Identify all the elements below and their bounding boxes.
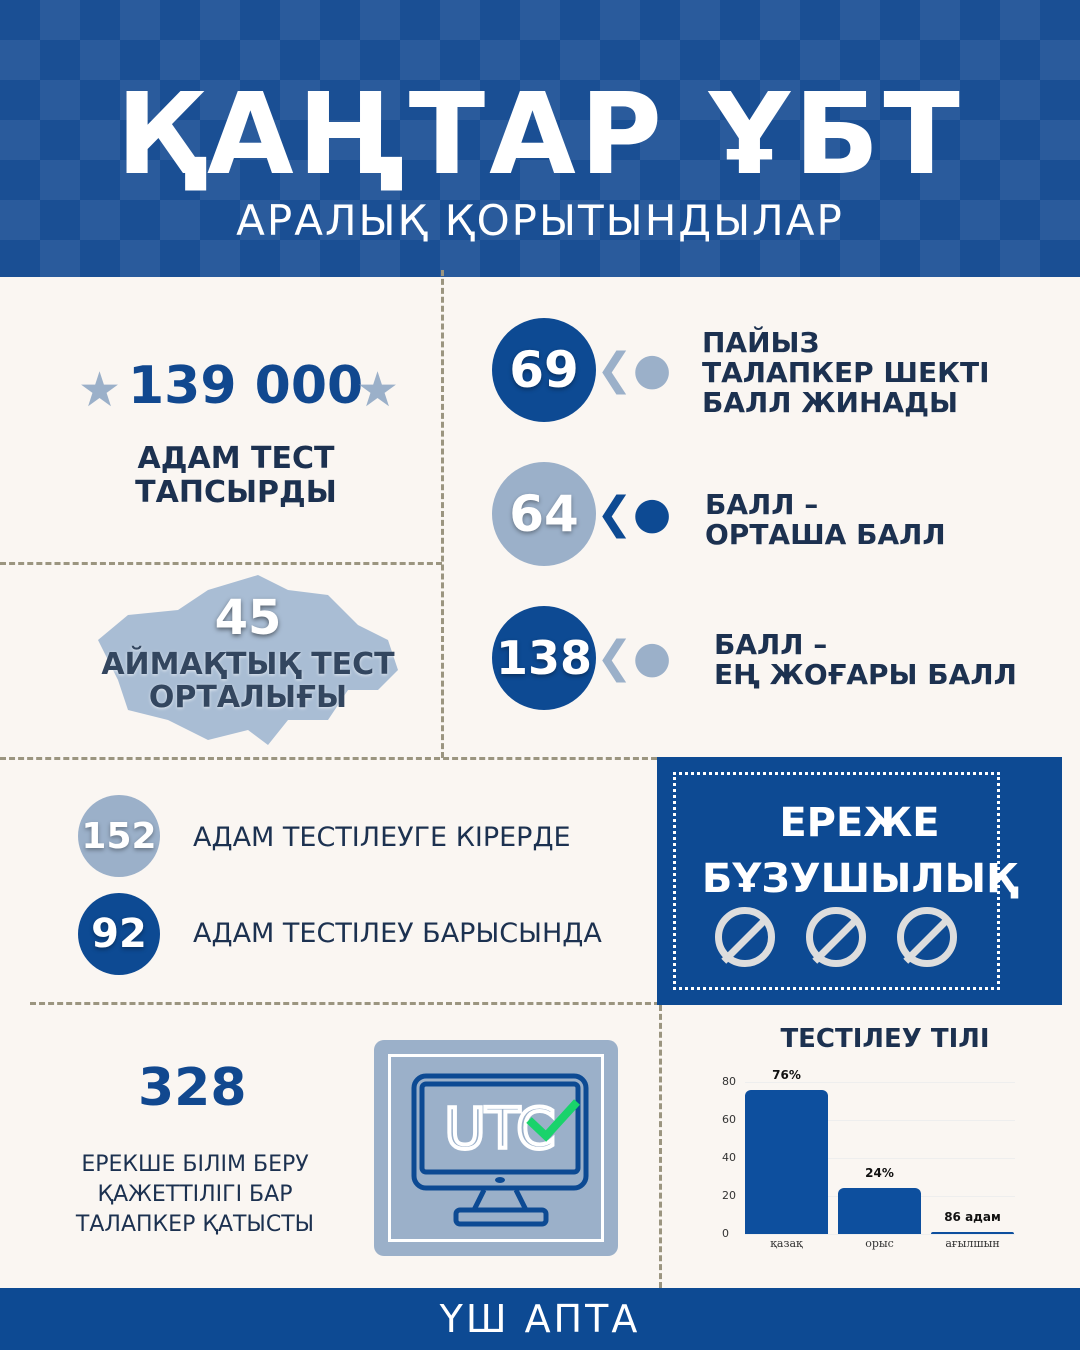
stat-circle: 69 — [492, 318, 596, 422]
x-tick-label: ағылшын — [945, 1237, 1000, 1250]
data-label: 24% — [865, 1166, 894, 1181]
star-icon: ★ — [78, 362, 122, 418]
bar-ағылшын — [931, 1232, 1014, 1234]
divider — [0, 562, 442, 565]
participants-count: 139 000 — [128, 356, 364, 416]
divider — [0, 757, 657, 760]
stat-circle: 64 — [492, 462, 596, 566]
special-needs-label: ЕРЕКШЕ БІЛІМ БЕРУ ҚАЖЕТТІЛІГІ БАР ТАЛАПКЕР ҚАТЫСТЫ — [75, 1152, 315, 1237]
data-label: 86 адам — [944, 1210, 1001, 1224]
divider — [659, 1005, 662, 1288]
gridline — [745, 1082, 1015, 1083]
arrow-icon: ❮● — [596, 344, 672, 395]
special-needs-count: 328 — [138, 1058, 247, 1118]
rules-title: ЕРЕЖЕ БҰЗУШЫЛЫҚ — [701, 800, 1018, 902]
stat-label: БАЛЛ – ЕҢ ЖОҒАРЫ БАЛЛ — [714, 628, 1017, 691]
y-tick-label: 80 — [722, 1075, 736, 1088]
centers-label: АЙМАҚТЫҚ ТЕСТ ОРТАЛЫҒЫ — [101, 647, 395, 715]
stat-label: ПАЙЫЗ ТАЛАПКЕР ШЕКТІ БАЛЛ ЖИНАДЫ — [702, 326, 990, 419]
stat-label: БАЛЛ – ОРТАША БАЛЛ — [705, 488, 946, 551]
bar-қазақ — [745, 1090, 828, 1234]
x-tick-label: орыс — [865, 1237, 894, 1250]
footer-banner: ҮШ АПТА — [0, 1288, 1080, 1350]
violation-label: АДАМ ТЕСТІЛЕУ БАРЫСЫНДА — [193, 918, 602, 949]
y-tick-label: 0 — [722, 1227, 729, 1240]
violation-label: АДАМ ТЕСТІЛЕУГЕ КІРЕРДЕ — [193, 822, 571, 853]
y-tick-label: 40 — [722, 1151, 736, 1164]
arrow-icon: ❮● — [596, 632, 672, 683]
divider — [441, 270, 444, 758]
page-subtitle: АРАЛЫҚ ҚОРЫТЫНДЫЛАР — [236, 196, 844, 245]
utc-logo — [374, 1040, 618, 1256]
chart-title: ТЕСТІЛЕУ ТІЛІ — [780, 1024, 990, 1054]
violation-count: 152 — [78, 795, 160, 877]
gridline — [745, 1234, 1015, 1235]
rule-violations-panel — [657, 757, 1062, 1005]
stat-circle: 138 — [492, 606, 596, 710]
x-tick-label: қазақ — [770, 1237, 803, 1250]
arrow-icon: ❮● — [596, 488, 672, 539]
data-label: 76% — [772, 1067, 801, 1082]
y-tick-label: 20 — [722, 1189, 736, 1202]
prohibited-icon — [897, 907, 957, 967]
prohibited-icon — [715, 907, 775, 967]
divider — [30, 1002, 660, 1005]
violation-count: 92 — [78, 893, 160, 975]
centers-count: 45 — [214, 590, 282, 646]
svg-text:UTC: UTC — [444, 1097, 556, 1162]
monitor-icon — [374, 1040, 618, 1256]
participants-label: АДАМ ТЕСТ ТАПСЫРДЫ — [135, 441, 337, 510]
star-icon: ★ — [356, 362, 400, 418]
prohibited-icon — [806, 907, 866, 967]
page-title: ҚАҢТАР ҰБТ — [116, 70, 964, 200]
y-tick-label: 60 — [722, 1113, 736, 1126]
bar-орыс — [838, 1188, 921, 1234]
